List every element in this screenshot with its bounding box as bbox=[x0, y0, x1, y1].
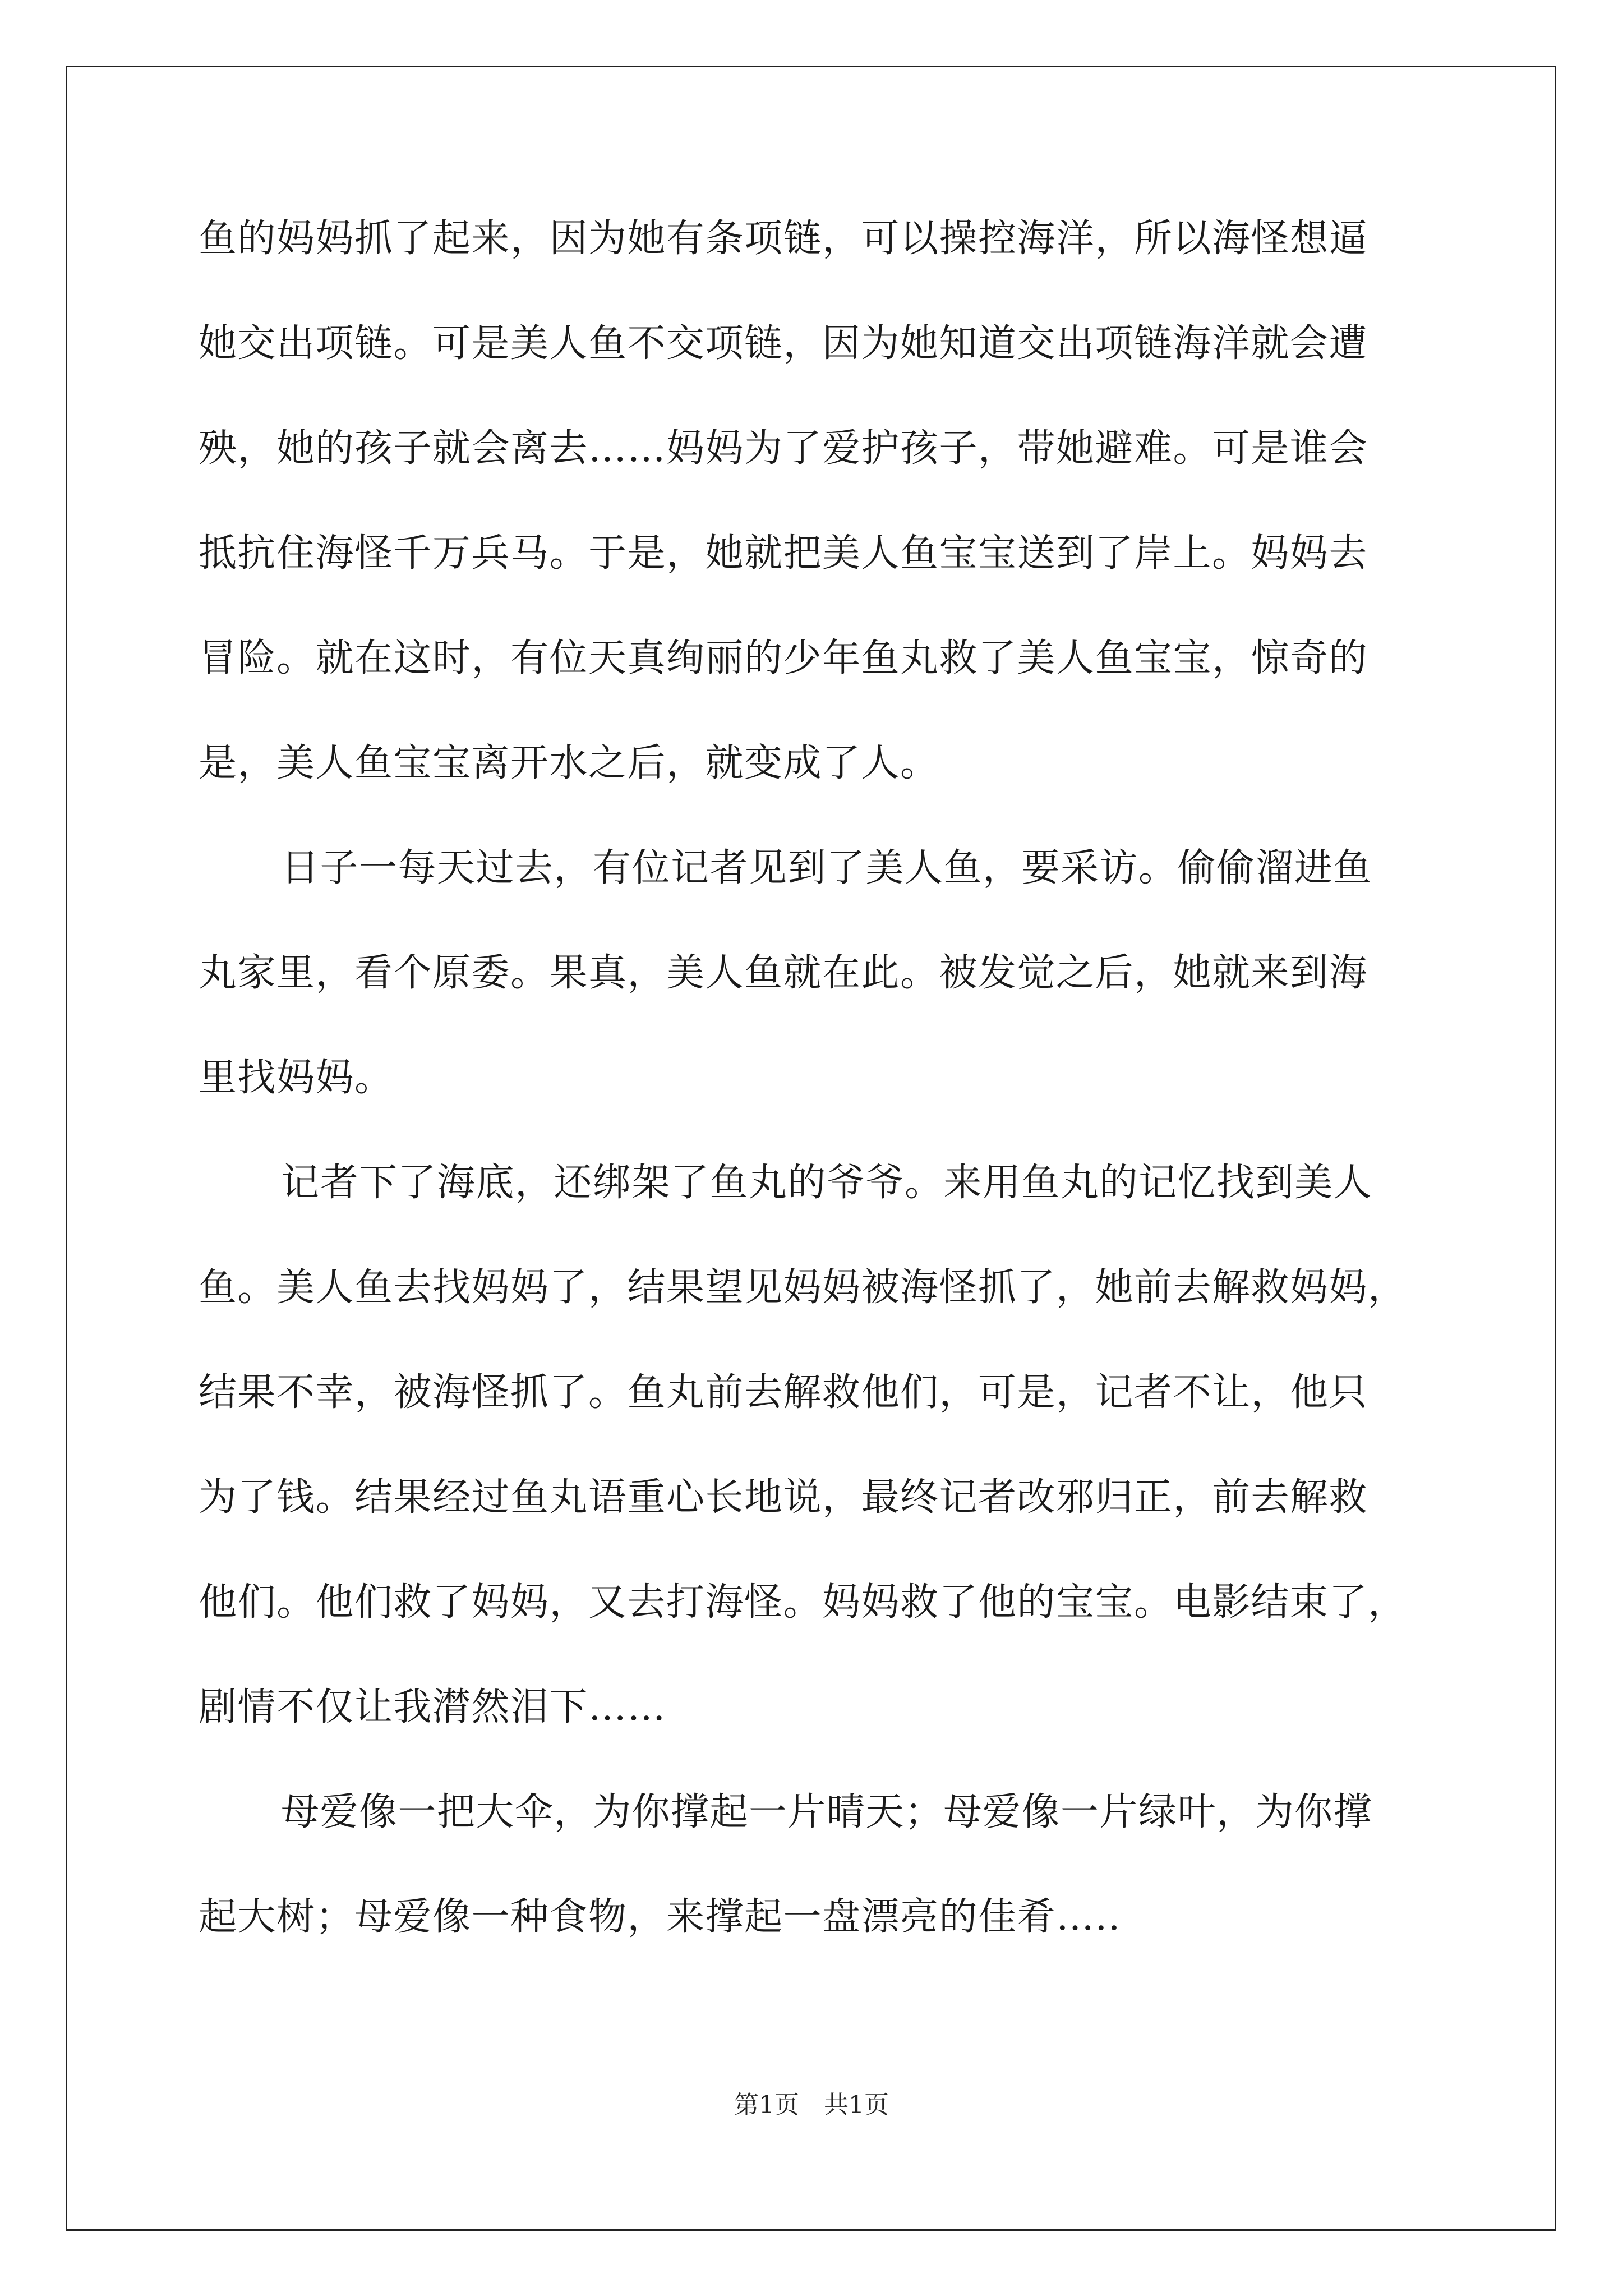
text-line: 丸家里，看个原委。果真，美人鱼就在此。被发觉之后，她就来到海 bbox=[199, 951, 1368, 995]
paragraph-first-line: 记者下了海底，还绑架了鱼丸的爷爷。来用鱼丸的记忆找到美人 bbox=[281, 1161, 1373, 1205]
text-line: 起大树；母爱像一种食物，来撑起一盘漂亮的佳肴….. bbox=[199, 1895, 1121, 1939]
text-line: 结果不幸，被海怪抓了。鱼丸前去解救他们，可是，记者不让，他只 bbox=[199, 1370, 1368, 1415]
text-line: 他们。他们救了妈妈，又去打海怪。妈妈救了他的宝宝。电影结束了， bbox=[199, 1580, 1407, 1625]
text-line: 为了钱。结果经过鱼丸语重心长地说，最终记者改邪归正，前去解救 bbox=[199, 1475, 1368, 1520]
text-line: 抵抗住海怪千万兵马。于是，她就把美人鱼宝宝送到了岸上。妈妈去 bbox=[199, 531, 1368, 576]
text-line: 剧情不仅让我潸然泪下…… bbox=[199, 1685, 667, 1729]
text-line: 鱼的妈妈抓了起来，因为她有条项链，可以操控海洋，所以海怪想逼 bbox=[199, 217, 1368, 261]
page-number-footer: 第1页 共1页 bbox=[734, 2091, 889, 2119]
text-line: 里找妈妈。 bbox=[199, 1056, 394, 1100]
text-line: 殃，她的孩子就会离去……妈妈为了爱护孩子，带她避难。可是谁会 bbox=[199, 426, 1368, 471]
text-line: 鱼。美人鱼去找妈妈了，结果望见妈妈被海怪抓了，她前去解救妈妈， bbox=[199, 1266, 1407, 1310]
text-line: 冒险。就在这时，有位天真绚丽的少年鱼丸救了美人鱼宝宝，惊奇的 bbox=[199, 636, 1368, 680]
document-body bbox=[199, 208, 1438, 1991]
text-line: 是，美人鱼宝宝离开水之后，就变成了人。 bbox=[199, 741, 939, 785]
paragraph-first-line: 日子一每天过去，有位记者见到了美人鱼，要采访。偷偷溜进鱼 bbox=[281, 846, 1373, 890]
paragraph-first-line: 母爱像一把大伞，为你撑起一片晴天；母爱像一片绿叶，为你撑 bbox=[281, 1790, 1373, 1834]
text-line: 她交出项链。可是美人鱼不交项链，因为她知道交出项链海洋就会遭 bbox=[199, 321, 1368, 366]
